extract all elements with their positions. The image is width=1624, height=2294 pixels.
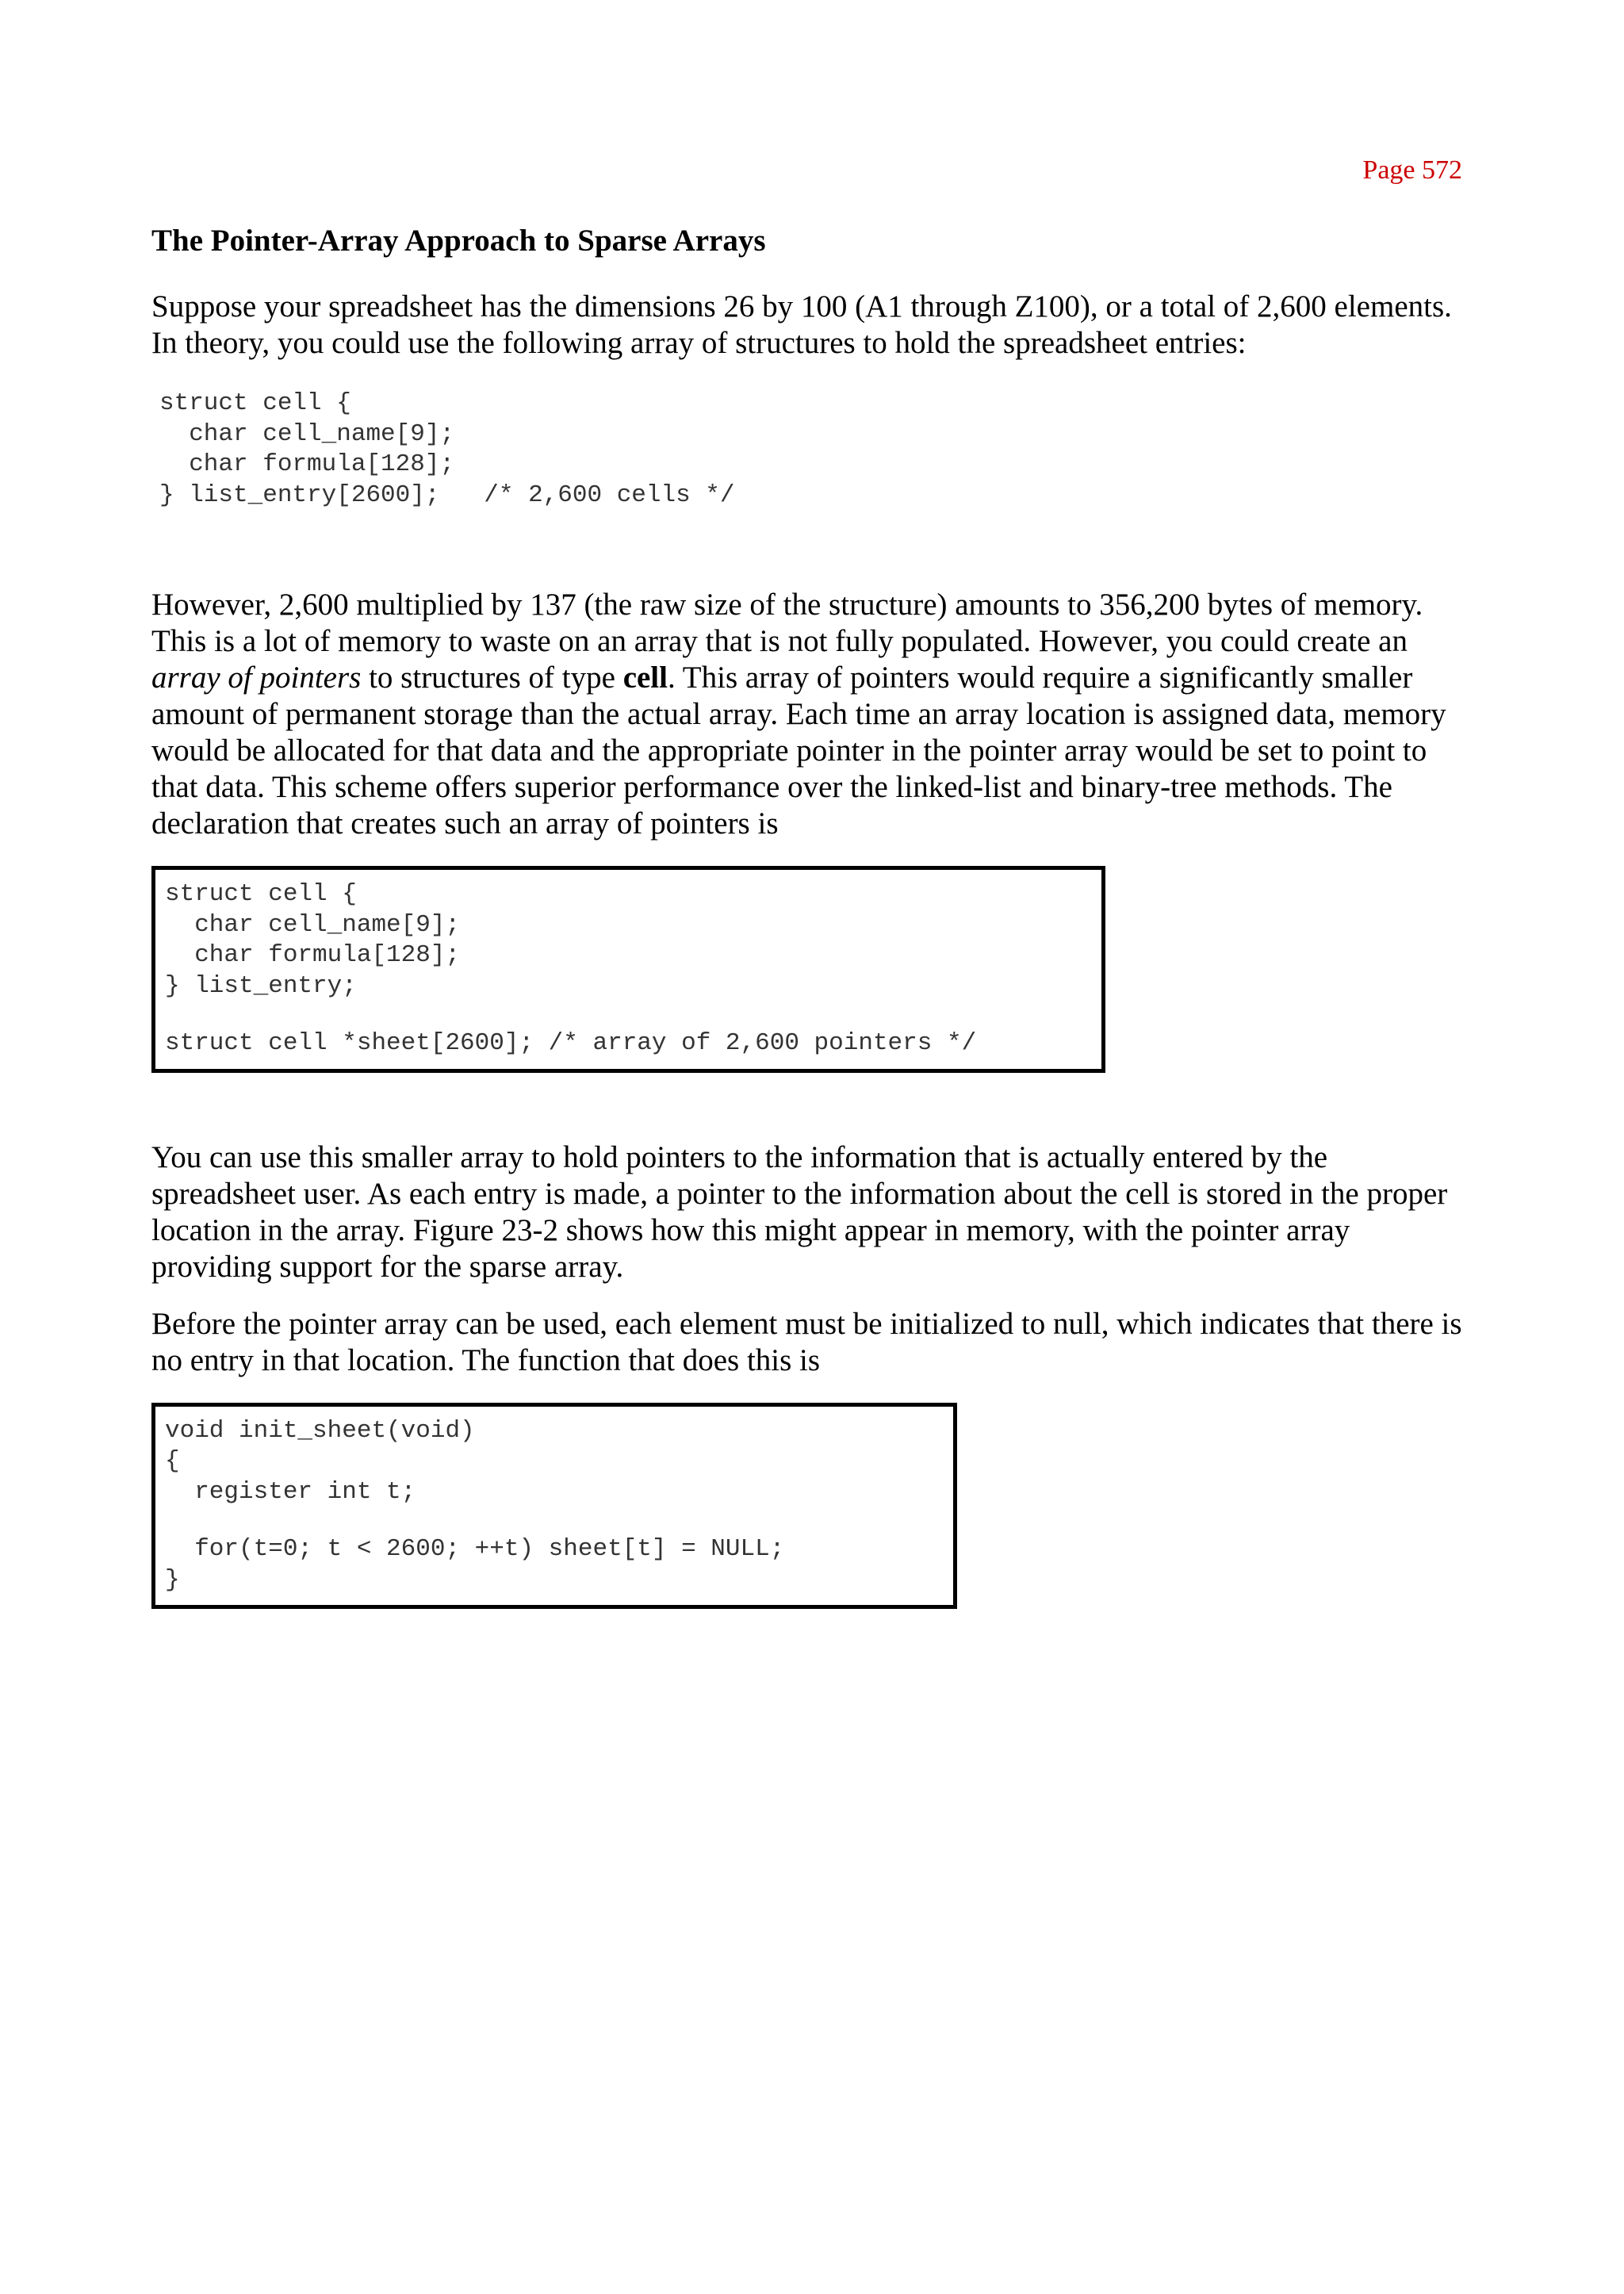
paragraph-2-bold: cell — [622, 661, 668, 695]
code-line: char formula[128]; — [159, 450, 455, 478]
code-line: char cell_name[9]; — [165, 910, 461, 939]
paragraph-2-text: . This array of pointers would require a significantly smaller amount of permanent storage than the actual array. Each time an array location is assigned data, memory would be allocated for that data and the appropriate pointer in the pointer array would be set to point to that data. This scheme offers superior performance over the linked-list and binary-tree methods. The declaration that creates such an array of pointers is — [151, 661, 1446, 841]
code-line: } list_entry[2600]; /* 2,600 cells */ — [159, 481, 735, 509]
code-line: for(t=0; t < 2600; ++t) sheet[t] = NULL; — [165, 1535, 785, 1563]
code-block-array-of-structures — [151, 389, 1476, 511]
code-line: { — [165, 1447, 180, 1475]
code-line: } — [165, 1565, 180, 1594]
paragraph-2-italic: array of pointers — [151, 661, 362, 695]
code-line: struct cell *sheet[2600]; /* array of 2,600 pointers */ — [165, 1029, 977, 1057]
code-line: } list_entry; — [165, 971, 357, 1000]
code-line: register int t; — [165, 1477, 416, 1506]
paragraph-4: Before the pointer array can be used, each element must be initialized to null, which indicates that there is no entry in that location. The function that does this is — [151, 1306, 1462, 1377]
code-line: char cell_name[9]; — [159, 419, 455, 448]
section-heading: The Pointer-Array Approach to Sparse Arrays — [151, 224, 766, 258]
code-box-init-sheet — [151, 1403, 957, 1610]
page-number: Page 572 — [1362, 155, 1462, 185]
paragraph-1: Suppose your spreadsheet has the dimensions 26 by 100 (A1 through Z100), or a total of 2,600 elements. In theory, you could use the following array of structures to hold the spreadsheet entries: — [151, 289, 1452, 360]
paragraph-3: You can use this smaller array to hold pointers to the information that is actually entered by the spreadsheet user. As each entry is made, a pointer to the information about the cell is stored in the proper location in the array. Figure 23-2 shows how this might appear in memory, with the pointer array providing support for the sparse array. — [151, 1139, 1448, 1284]
paragraph-2-text: However, 2,600 multiplied by 137 (the raw size of the structure) amounts to 356,200 bytes of memory. This is a lot of memory to waste on an array that is not fully populated. However, you could create an — [151, 588, 1423, 658]
paragraph-2 — [151, 587, 1476, 842]
code-box-pointer-array — [151, 866, 1105, 1073]
code-line: struct cell { — [159, 389, 351, 417]
paragraph-2-text: to structures of type — [361, 661, 623, 695]
code-line: void init_sheet(void) — [165, 1416, 475, 1445]
code-line: char formula[128]; — [165, 941, 461, 969]
code-line: struct cell { — [165, 880, 357, 908]
page-content — [151, 222, 1476, 1609]
code-spacer — [165, 1507, 944, 1534]
code-spacer — [165, 1001, 1092, 1028]
